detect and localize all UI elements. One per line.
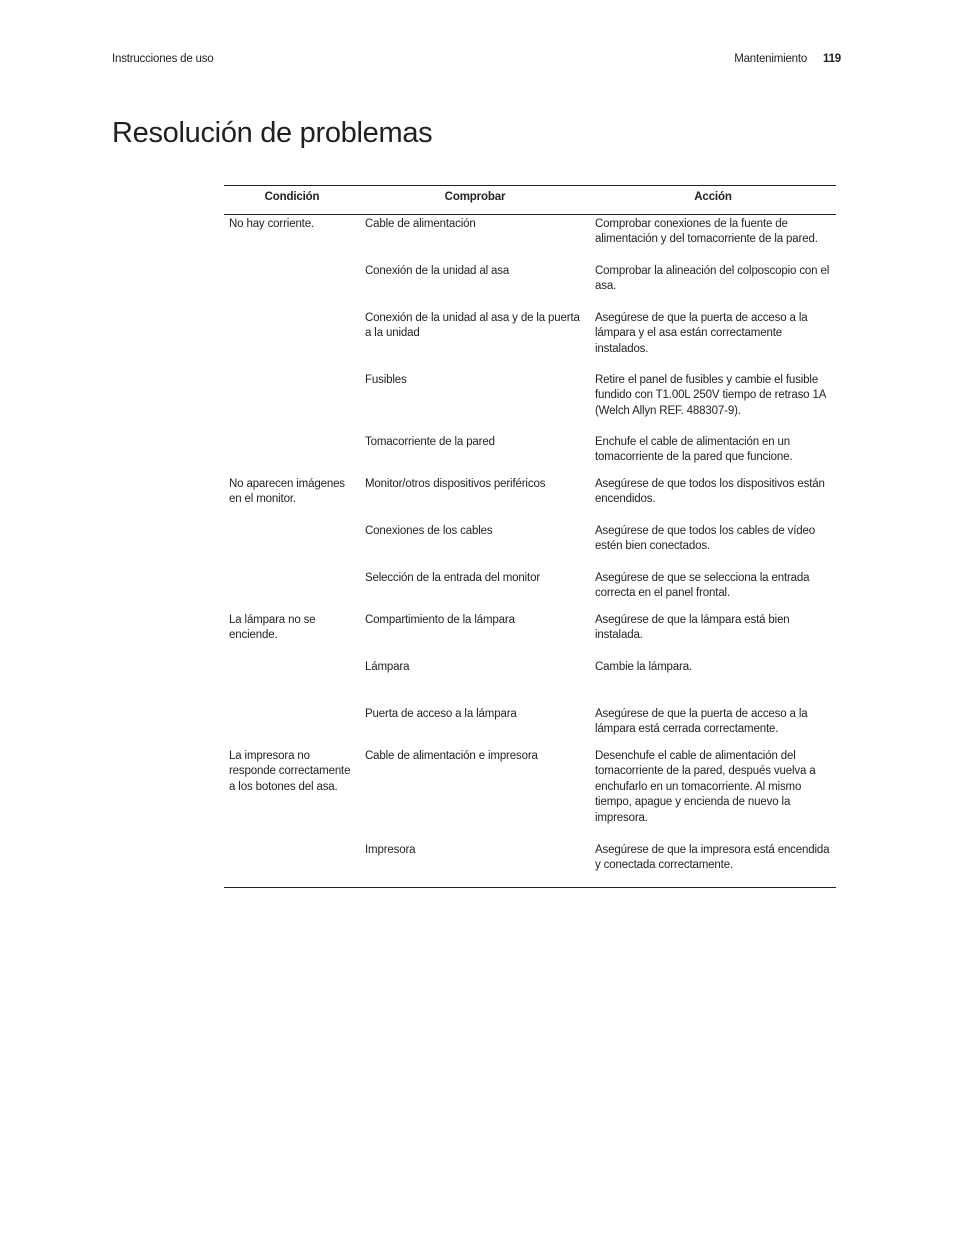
- table-row: [224, 309, 836, 371]
- cell-action: Asegúrese de que la puerta de acceso a la lámpara está cerrada correctamente.: [595, 707, 808, 735]
- cell-check: Tomacorriente de la pared: [365, 435, 495, 448]
- cell-check: Conexión de la unidad al asa: [365, 264, 510, 277]
- cell-condition: [224, 433, 360, 475]
- section-name: Mantenimiento: [734, 53, 808, 65]
- cell-condition: [224, 841, 360, 888]
- table-row: [224, 658, 836, 705]
- table-row: [224, 841, 836, 888]
- cell-action: Asegúrese de que la puerta de acceso a la lámpara y el asa están correctamente instalados.: [595, 311, 808, 355]
- column-header-check: Comprobar: [360, 186, 590, 215]
- cell-action: Asegúrese de que la lámpara está bien instalada.: [595, 613, 790, 641]
- table-row: [224, 569, 836, 611]
- table-row: [224, 214, 836, 262]
- cell-condition: La lámpara no se enciende.: [229, 613, 316, 641]
- column-header-action: Acción: [590, 186, 836, 215]
- cell-check: Cable de alimentación e impresora: [365, 749, 538, 762]
- running-header-left: Instrucciones de uso: [112, 53, 214, 65]
- cell-check: Impresora: [360, 841, 590, 888]
- cell-check: Cable de alimentación: [365, 217, 476, 230]
- cell-action: Asegúrese de que todos los dispositivos están encendidos.: [595, 477, 825, 505]
- table-header-row: [224, 186, 836, 215]
- cell-condition: [224, 522, 360, 569]
- table-row: [224, 522, 836, 569]
- cell-action: Comprobar conexiones de la fuente de alimentación y del tomacorriente de la pared.: [595, 217, 818, 245]
- cell-condition: [224, 371, 360, 433]
- cell-action: Asegúrese de que se selecciona la entrada correcta en el panel frontal.: [595, 571, 810, 599]
- cell-condition: [224, 658, 360, 705]
- running-header-right: [734, 53, 841, 65]
- table-row: [224, 262, 836, 309]
- cell-action: Retire el panel de fusibles y cambie el fusible fundido con T1.00L 250V tiempo de retraso 1A (Welch Allyn REF. 488307-9).: [595, 373, 826, 417]
- cell-action: Enchufe el cable de alimentación en un tomacorriente de la pared que funcione.: [595, 435, 793, 463]
- cell-condition: No hay corriente.: [229, 217, 315, 230]
- cell-condition: La impresora no responde correctamente a los botones del asa.: [229, 749, 351, 793]
- table-row: [224, 433, 836, 475]
- cell-check: Lámpara: [365, 660, 410, 673]
- cell-action: Desenchufe el cable de alimentación del tomacorriente de la pared, después vuelva a enchufarlo en un tomacorriente. Al mismo tiempo, apague y encienda de nuevo la impresora.: [595, 749, 816, 824]
- cell-condition: [224, 309, 360, 371]
- cell-action: Asegúrese de que la impresora está encendida y conectada correctamente.: [590, 841, 836, 888]
- cell-check: Conexión de la unidad al asa y de la puerta a la unidad: [365, 311, 580, 339]
- cell-check: Monitor/otros dispositivos periféricos: [365, 477, 546, 490]
- cell-action: Asegúrese de que todos los cables de vídeo estén bien conectados.: [595, 524, 816, 552]
- cell-condition: [224, 569, 360, 611]
- cell-condition: [224, 705, 360, 747]
- page-title: Resolución de problemas: [112, 117, 433, 149]
- page-number: 119: [823, 53, 841, 65]
- cell-check: Compartimiento de la lámpara: [365, 613, 515, 626]
- cell-check: Fusibles: [365, 373, 407, 386]
- cell-check: Conexiones de los cables: [365, 524, 493, 537]
- cell-condition: [224, 262, 360, 309]
- cell-action: Cambie la lámpara.: [595, 660, 693, 673]
- cell-action: Comprobar la alineación del colposcopio con el asa.: [595, 264, 830, 292]
- column-header-condition: Condición: [224, 186, 360, 215]
- cell-check: Puerta de acceso a la lámpara: [365, 707, 517, 720]
- table-row: [224, 371, 836, 433]
- table-row: [224, 705, 836, 747]
- table-row: [224, 747, 836, 841]
- table-row: [224, 611, 836, 658]
- table-row: [224, 475, 836, 522]
- troubleshooting-table: [224, 185, 836, 888]
- cell-check: Selección de la entrada del monitor: [365, 571, 541, 584]
- cell-condition: No aparecen imágenes en el monitor.: [229, 477, 345, 505]
